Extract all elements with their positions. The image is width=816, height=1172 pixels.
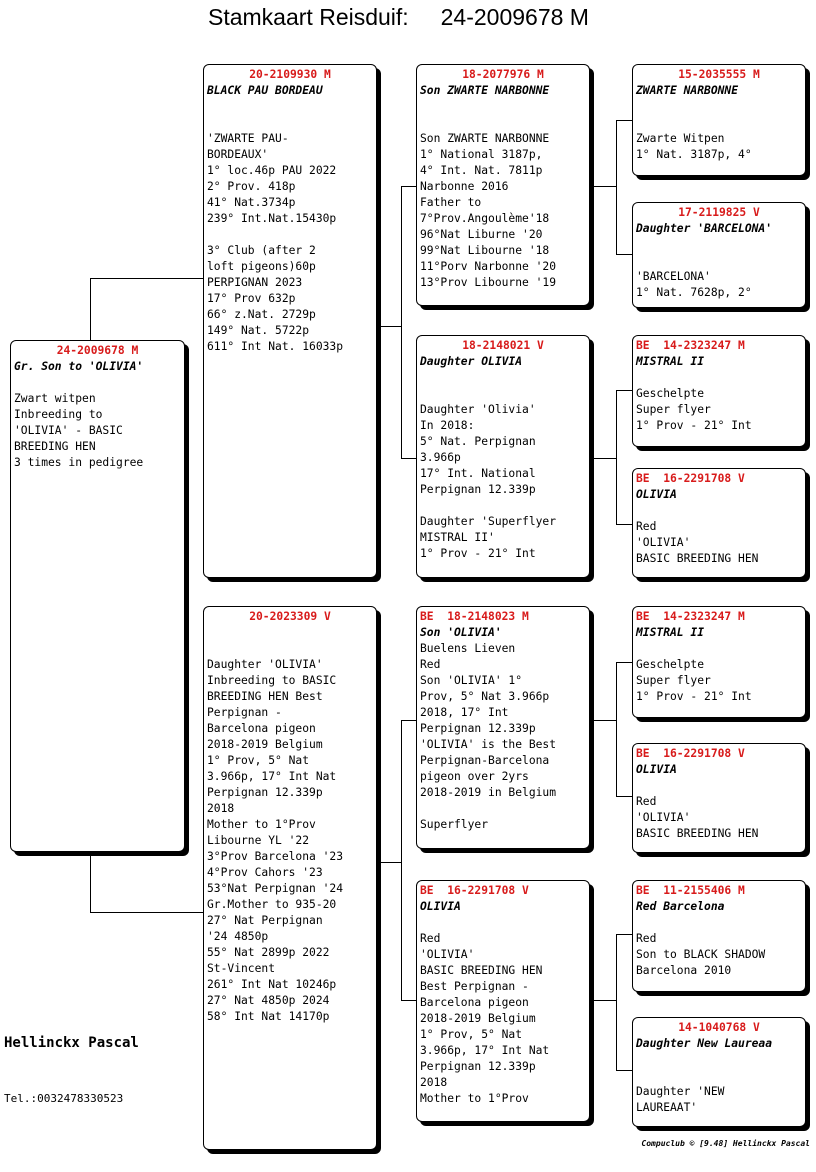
pigeon-name: Red Barcelona	[636, 900, 725, 913]
connector-line	[616, 120, 632, 121]
pigeon-notes: Red 'OLIVIA' BASIC BREEDING HEN Best Perpignan - Barcelona pigeon 2018-2019 Belgium 1° Prov, 5° Nat 3.966p, 17° Int Nat Perpignan 12.339p 2018 Mother to 1°Prov	[420, 932, 550, 1105]
pigeon-notes: Red Son to BLACK SHADOW Barcelona 2010	[636, 932, 766, 977]
pigeon-notes: Daughter 'NEW LAUREAAT'	[636, 1085, 725, 1114]
connector-line	[616, 662, 632, 663]
connector-line	[401, 458, 417, 459]
ring-number: 24-2009678 M	[56, 344, 139, 357]
pigeon-notes: Buelens Lieven Red Son 'OLIVIA' 1° Prov, 5° Nat 3.966p 2018, 17° Int Perpignan 12.339p 'OLIVIA' is the Best Perpignan-Barcelona pigeon over 2yrs 2018-2019 in Belgium Superflyer	[420, 642, 557, 831]
pigeon-card-sire-dam	[416, 335, 590, 578]
connector-line	[90, 852, 91, 912]
pigeon-card-subject	[10, 340, 185, 852]
ring-number: 18-2077976 M	[462, 68, 544, 81]
ring-number: BE 11-2155406 M	[636, 884, 745, 897]
pigeon-card-sire	[203, 64, 377, 578]
connector-line	[90, 912, 204, 913]
connector-line	[616, 120, 617, 254]
pigeon-card-dam-sire	[416, 606, 590, 849]
pigeon-card-dam	[203, 606, 377, 1150]
ring-number: BE 16-2291708 V	[636, 747, 745, 760]
connector-line	[401, 186, 402, 458]
pigeon-card-ggp-3	[632, 335, 806, 447]
pigeon-notes: Son ZWARTE NARBONNE 1° National 3187p, 4° Int. Nat. 7811p Narbonne 2016 Father to 7°Prov.Angoulème'18 96°Nat Liburne '20 99°Nat Libourne '18 11°Porv Narbonne '20 13°Prov Libourne '19	[420, 132, 557, 289]
connector-line	[616, 934, 632, 935]
connector-line	[616, 524, 632, 525]
pigeon-card-ggp-7	[632, 880, 806, 992]
breeder-name: Hellinckx Pascal	[4, 1035, 139, 1051]
pigeon-name: Gr. Son to 'OLIVIA'	[14, 360, 144, 373]
connector-line	[401, 720, 417, 721]
ring-number: 14-1040768 V	[678, 1021, 760, 1034]
pigeon-notes: Zwarte Witpen 1° Nat. 3187p, 4°	[636, 132, 752, 161]
ring-number: BE 14-2323247 M	[636, 610, 745, 623]
connector-line	[590, 186, 616, 187]
connector-line	[377, 326, 401, 327]
connector-line	[590, 1000, 616, 1001]
pigeon-name: Son 'OLIVIA'	[420, 626, 502, 639]
ring-number: 17-2119825 V	[678, 206, 760, 219]
connector-line	[377, 862, 401, 863]
pigeon-card-ggp-2	[632, 202, 806, 308]
ring-number: 18-2148021 V	[462, 339, 544, 352]
ring-number: BE 14-2323247 M	[636, 339, 745, 352]
pigeon-notes: Zwart witpen Inbreeding to 'OLIVIA' - BASIC BREEDING HEN 3 times in pedigree	[14, 392, 144, 469]
pigeon-card-ggp-6	[632, 743, 806, 853]
ring-number: BE 16-2291708 V	[636, 472, 745, 485]
pigeon-card-sire-sire	[416, 64, 590, 306]
pigeon-name: Son ZWARTE NARBONNE	[420, 84, 550, 97]
connector-line	[401, 720, 402, 1000]
ring-number: 20-2109930 M	[249, 68, 331, 81]
pigeon-card-ggp-4	[632, 468, 806, 578]
ring-number: 20-2023309 V	[249, 610, 331, 623]
pigeon-notes: Red 'OLIVIA' BASIC BREEDING HEN	[636, 795, 759, 840]
connector-line	[616, 934, 617, 1070]
ring-number: 15-2035555 M	[678, 68, 760, 81]
pigeon-name: MISTRAL II	[636, 626, 705, 639]
pigeon-notes: Daughter 'Olivia' In 2018: 5° Nat. Perpignan 3.966p 17° Int. National Perpignan 12.339p Daughter 'Superflyer MISTRAL II' 1° Prov - 21° Int	[420, 403, 557, 560]
connector-line	[90, 278, 91, 341]
connector-line	[401, 1000, 417, 1001]
ring-number: BE 18-2148023 M	[420, 610, 529, 623]
connector-line	[616, 1070, 632, 1071]
pigeon-name: OLIVIA	[636, 488, 677, 501]
connector-line	[616, 254, 632, 255]
pigeon-name: OLIVIA	[420, 900, 461, 913]
pigeon-card-ggp-5	[632, 606, 806, 718]
pigeon-name: Daughter New Laureaa	[636, 1037, 773, 1050]
connector-line	[616, 662, 617, 796]
ring-number: BE 16-2291708 V	[420, 884, 529, 897]
pigeon-notes: Red 'OLIVIA' BASIC BREEDING HEN	[636, 520, 759, 565]
connector-line	[616, 390, 632, 391]
pigeon-notes: 'BARCELONA' 1° Nat. 7628p, 2°	[636, 270, 752, 299]
pigeon-notes: Daughter 'OLIVIA' Inbreeding to BASIC BREEDING HEN Best Perpignan - Barcelona pigeon 2018-2019 Belgium 1° Prov, 5° Nat 3.966p, 17° Int Nat Perpignan 12.339p 2018 Mother to 1°Prov Libourne YL '22 3°Prov Barcelona '23 4°Prov Cahors '23 53°Nat Perpignan '24 Gr.Mother to 935-20 27° Nat Perpignan '24 4850p 55° Nat 2899p 2022 St-Vincent 261° Int Nat 10246p 27° Nat 4850p 2024 58° Int Nat 14170p	[207, 658, 344, 1023]
pigeon-card-dam-dam	[416, 880, 590, 1122]
pigeon-name: OLIVIA	[636, 763, 677, 776]
pigeon-notes: Geschelpte Super flyer 1° Prov - 21° Int	[636, 387, 752, 432]
connector-line	[616, 390, 617, 524]
pigeon-name: Daughter 'BARCELONA'	[636, 222, 773, 235]
connector-line	[90, 278, 204, 279]
pigeon-name: ZWARTE NARBONNE	[636, 84, 739, 97]
page-title: Stamkaart Reisduif: 24-2009678 M	[208, 4, 589, 30]
pigeon-card-ggp-1	[632, 64, 806, 176]
pigeon-notes: 'ZWARTE PAU- BORDEAUX' 1° loc.46p PAU 2022 2° Prov. 418p 41° Nat.3734p 239° Int.Nat.15430p 3° Club (after 2 loft pigeons)60p PERPIGNAN 2023 17° Prov 632p 66° z.Nat. 2729p 149° Nat. 5722p 611° Int Nat. 16033p	[207, 132, 344, 353]
pigeon-card-ggp-8	[632, 1017, 806, 1127]
breeder-phone: Tel.:0032478330523	[4, 1092, 124, 1105]
connector-line	[616, 796, 632, 797]
pigeon-name: BLACK PAU BORDEAU	[207, 84, 323, 97]
pigeon-name: MISTRAL II	[636, 355, 705, 368]
software-footer: Compuclub © [9.48] Hellinckx Pascal	[641, 1139, 810, 1148]
pigeon-name: Daughter OLIVIA	[420, 355, 523, 368]
pigeon-notes: Geschelpte Super flyer 1° Prov - 21° Int	[636, 658, 752, 703]
connector-line	[401, 186, 417, 187]
connector-line	[590, 720, 616, 721]
connector-line	[590, 458, 616, 459]
